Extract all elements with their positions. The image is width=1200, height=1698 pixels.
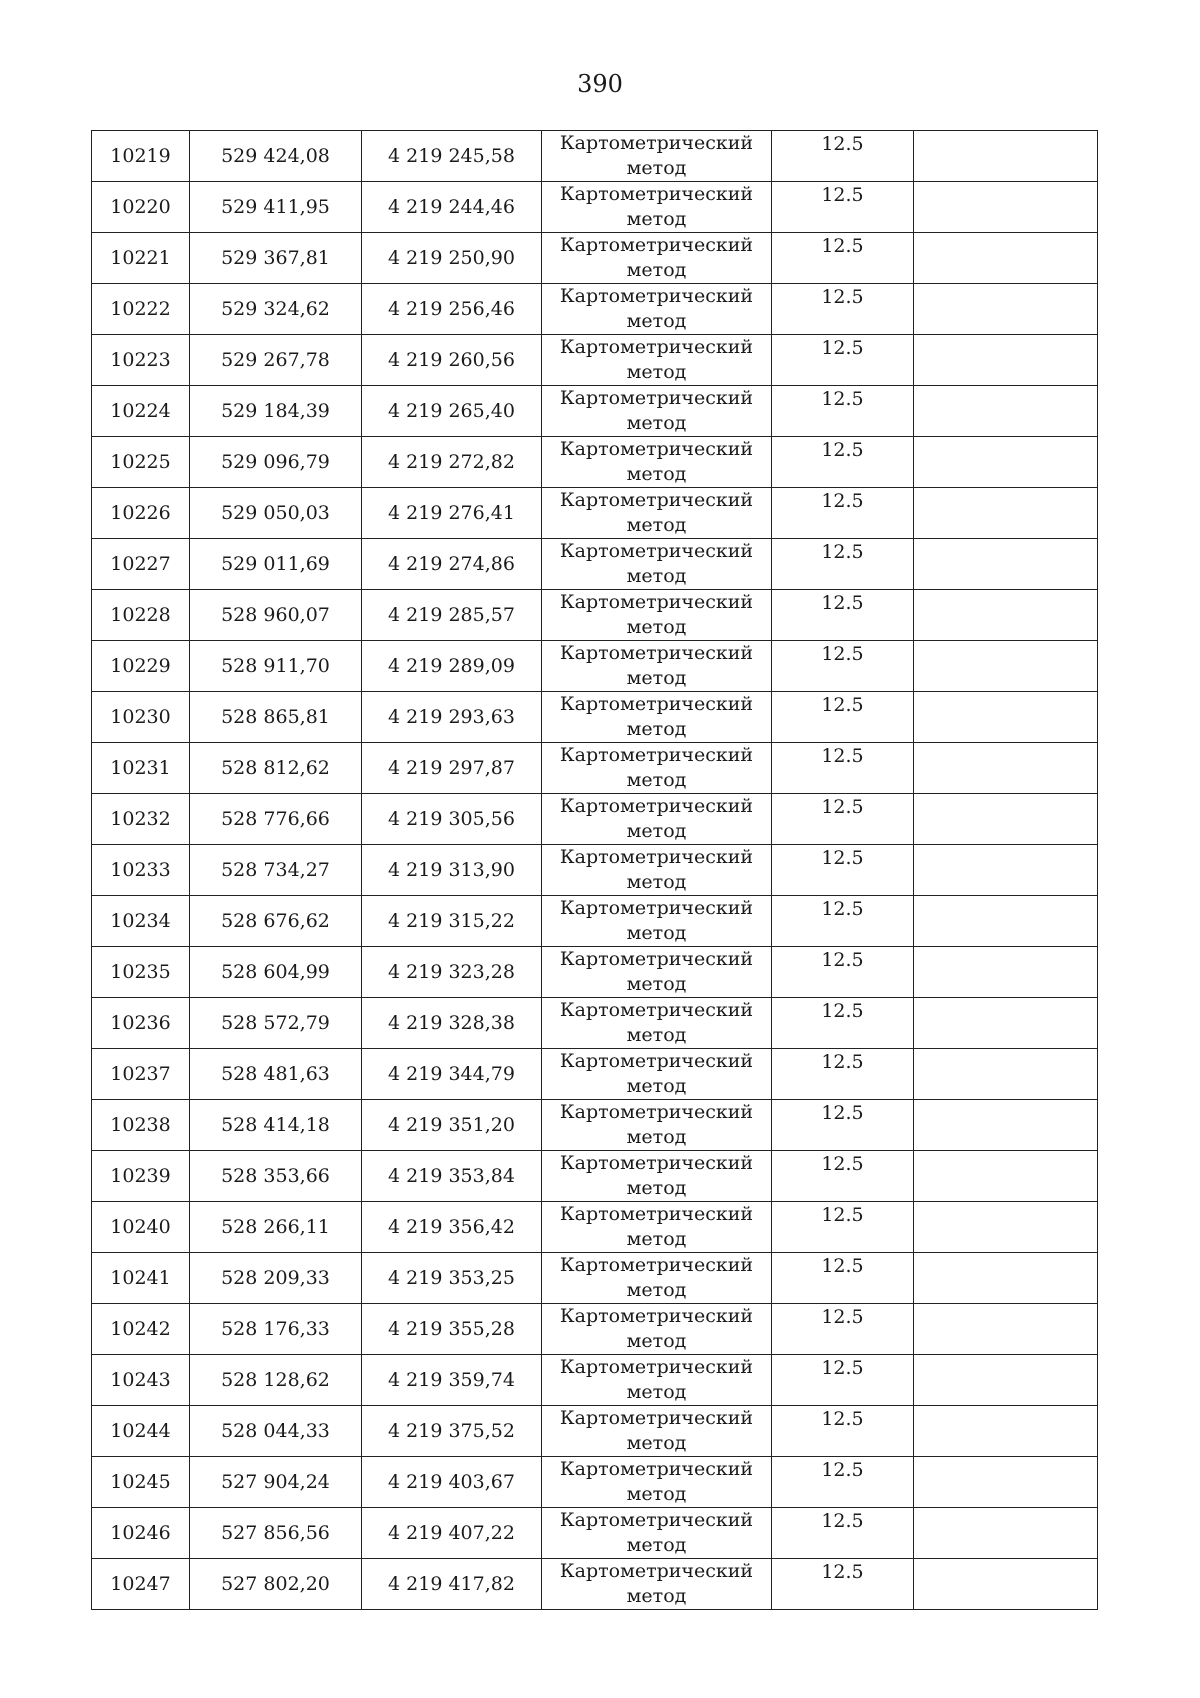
accuracy-cell: 12.5 <box>772 1508 914 1559</box>
x-coordinate-cell: 529 011,69 <box>190 539 362 590</box>
method-line-1: Картометрический <box>559 1509 754 1531</box>
point-number-cell: 10225 <box>92 437 190 488</box>
table-row <box>92 845 1098 896</box>
point-number-cell: 10223 <box>92 335 190 386</box>
x-coordinate-cell: 528 176,33 <box>190 1304 362 1355</box>
method-cell <box>542 1508 772 1559</box>
method-line-2: метод <box>626 1228 687 1250</box>
method-line-2: метод <box>626 922 687 944</box>
x-coordinate-cell: 528 865,81 <box>190 692 362 743</box>
method-line-2: метод <box>626 1024 687 1046</box>
accuracy-cell: 12.5 <box>772 1406 914 1457</box>
note-cell <box>914 998 1098 1049</box>
x-coordinate-cell: 529 184,39 <box>190 386 362 437</box>
method-line-2: метод <box>626 1432 687 1454</box>
accuracy-cell: 12.5 <box>772 1049 914 1100</box>
table-row <box>92 1559 1098 1610</box>
accuracy-cell: 12.5 <box>772 1559 914 1610</box>
accuracy-cell: 12.5 <box>772 1151 914 1202</box>
method-line-1: Картометрический <box>559 285 754 307</box>
accuracy-cell: 12.5 <box>772 335 914 386</box>
note-cell <box>914 1508 1098 1559</box>
y-coordinate-cell: 4 219 403,67 <box>362 1457 542 1508</box>
y-coordinate-cell: 4 219 250,90 <box>362 233 542 284</box>
note-cell <box>914 743 1098 794</box>
method-cell <box>542 1457 772 1508</box>
y-coordinate-cell: 4 219 260,56 <box>362 335 542 386</box>
method-line-2: метод <box>626 1534 687 1556</box>
point-number-cell: 10232 <box>92 794 190 845</box>
note-cell <box>914 1151 1098 1202</box>
note-cell <box>914 539 1098 590</box>
note-cell <box>914 641 1098 692</box>
point-number-cell: 10224 <box>92 386 190 437</box>
accuracy-cell: 12.5 <box>772 1355 914 1406</box>
method-line-2: метод <box>626 1483 687 1505</box>
point-number-cell: 10241 <box>92 1253 190 1304</box>
x-coordinate-cell: 528 812,62 <box>190 743 362 794</box>
y-coordinate-cell: 4 219 417,82 <box>362 1559 542 1610</box>
y-coordinate-cell: 4 219 375,52 <box>362 1406 542 1457</box>
point-number-cell: 10235 <box>92 947 190 998</box>
method-line-2: метод <box>626 514 687 536</box>
x-coordinate-cell: 528 481,63 <box>190 1049 362 1100</box>
method-line-1: Картометрический <box>559 948 754 970</box>
method-cell <box>542 233 772 284</box>
y-coordinate-cell: 4 219 274,86 <box>362 539 542 590</box>
method-line-1: Картометрический <box>559 795 754 817</box>
y-coordinate-cell: 4 219 245,58 <box>362 131 542 182</box>
method-cell <box>542 488 772 539</box>
accuracy-cell: 12.5 <box>772 182 914 233</box>
y-coordinate-cell: 4 219 305,56 <box>362 794 542 845</box>
table-row <box>92 1049 1098 1100</box>
note-cell <box>914 131 1098 182</box>
table-row <box>92 182 1098 233</box>
method-cell <box>542 131 772 182</box>
page-number: 390 <box>577 70 623 98</box>
table-row <box>92 641 1098 692</box>
method-line-1: Картометрический <box>559 1560 754 1582</box>
accuracy-cell: 12.5 <box>772 641 914 692</box>
accuracy-cell: 12.5 <box>772 845 914 896</box>
point-number-cell: 10242 <box>92 1304 190 1355</box>
x-coordinate-cell: 528 414,18 <box>190 1100 362 1151</box>
method-cell <box>542 386 772 437</box>
point-number-cell: 10233 <box>92 845 190 896</box>
y-coordinate-cell: 4 219 289,09 <box>362 641 542 692</box>
accuracy-cell: 12.5 <box>772 692 914 743</box>
note-cell <box>914 233 1098 284</box>
table-row <box>92 896 1098 947</box>
table-row <box>92 284 1098 335</box>
method-line-2: метод <box>626 1585 687 1607</box>
method-line-2: метод <box>626 565 687 587</box>
method-cell <box>542 284 772 335</box>
method-cell <box>542 1202 772 1253</box>
method-cell <box>542 1559 772 1610</box>
point-number-cell: 10228 <box>92 590 190 641</box>
point-number-cell: 10247 <box>92 1559 190 1610</box>
x-coordinate-cell: 529 050,03 <box>190 488 362 539</box>
table-row <box>92 1406 1098 1457</box>
note-cell <box>914 488 1098 539</box>
y-coordinate-cell: 4 219 351,20 <box>362 1100 542 1151</box>
y-coordinate-cell: 4 219 256,46 <box>362 284 542 335</box>
y-coordinate-cell: 4 219 323,28 <box>362 947 542 998</box>
note-cell <box>914 335 1098 386</box>
note-cell <box>914 845 1098 896</box>
method-line-2: метод <box>626 820 687 842</box>
x-coordinate-cell: 528 960,07 <box>190 590 362 641</box>
table-row <box>92 1100 1098 1151</box>
method-cell <box>542 794 772 845</box>
y-coordinate-cell: 4 219 356,42 <box>362 1202 542 1253</box>
method-line-2: метод <box>626 1177 687 1199</box>
method-line-2: метод <box>626 1330 687 1352</box>
note-cell <box>914 692 1098 743</box>
table-row <box>92 1508 1098 1559</box>
x-coordinate-cell: 527 904,24 <box>190 1457 362 1508</box>
method-cell <box>542 182 772 233</box>
y-coordinate-cell: 4 219 272,82 <box>362 437 542 488</box>
method-cell <box>542 1049 772 1100</box>
point-number-cell: 10236 <box>92 998 190 1049</box>
method-line-1: Картометрический <box>559 489 754 511</box>
x-coordinate-cell: 528 676,62 <box>190 896 362 947</box>
table-row <box>92 1253 1098 1304</box>
accuracy-cell: 12.5 <box>772 1253 914 1304</box>
method-line-1: Картометрический <box>559 132 754 154</box>
method-line-2: метод <box>626 1075 687 1097</box>
method-cell <box>542 1100 772 1151</box>
x-coordinate-cell: 528 209,33 <box>190 1253 362 1304</box>
x-coordinate-cell: 527 856,56 <box>190 1508 362 1559</box>
table-row <box>92 1304 1098 1355</box>
note-cell <box>914 1304 1098 1355</box>
accuracy-cell: 12.5 <box>772 743 914 794</box>
method-line-1: Картометрический <box>559 1407 754 1429</box>
table-row <box>92 1202 1098 1253</box>
method-line-1: Картометрический <box>559 336 754 358</box>
method-cell <box>542 1406 772 1457</box>
note-cell <box>914 794 1098 845</box>
y-coordinate-cell: 4 219 276,41 <box>362 488 542 539</box>
y-coordinate-cell: 4 219 315,22 <box>362 896 542 947</box>
method-cell <box>542 692 772 743</box>
table-row <box>92 590 1098 641</box>
method-line-1: Картометрический <box>559 591 754 613</box>
method-line-2: метод <box>626 412 687 434</box>
note-cell <box>914 1100 1098 1151</box>
accuracy-cell: 12.5 <box>772 437 914 488</box>
accuracy-cell: 12.5 <box>772 896 914 947</box>
point-number-cell: 10226 <box>92 488 190 539</box>
method-cell <box>542 1355 772 1406</box>
note-cell <box>914 1049 1098 1100</box>
method-cell <box>542 1253 772 1304</box>
method-cell <box>542 641 772 692</box>
point-number-cell: 10244 <box>92 1406 190 1457</box>
accuracy-cell: 12.5 <box>772 947 914 998</box>
coordinates-table <box>91 130 1098 1610</box>
method-line-1: Картометрический <box>559 1356 754 1378</box>
x-coordinate-cell: 527 802,20 <box>190 1559 362 1610</box>
point-number-cell: 10246 <box>92 1508 190 1559</box>
table-row <box>92 947 1098 998</box>
note-cell <box>914 590 1098 641</box>
method-line-1: Картометрический <box>559 1254 754 1276</box>
point-number-cell: 10219 <box>92 131 190 182</box>
table-row <box>92 794 1098 845</box>
method-line-2: метод <box>626 769 687 791</box>
method-line-1: Картометрический <box>559 1203 754 1225</box>
method-cell <box>542 335 772 386</box>
y-coordinate-cell: 4 219 297,87 <box>362 743 542 794</box>
method-cell <box>542 1304 772 1355</box>
y-coordinate-cell: 4 219 265,40 <box>362 386 542 437</box>
table-row <box>92 1151 1098 1202</box>
method-line-2: метод <box>626 667 687 689</box>
method-line-1: Картометрический <box>559 693 754 715</box>
x-coordinate-cell: 528 776,66 <box>190 794 362 845</box>
method-line-2: метод <box>626 1126 687 1148</box>
method-line-1: Картометрический <box>559 183 754 205</box>
note-cell <box>914 182 1098 233</box>
method-line-2: метод <box>626 616 687 638</box>
method-line-2: метод <box>626 208 687 230</box>
method-line-2: метод <box>626 1381 687 1403</box>
table-row <box>92 437 1098 488</box>
x-coordinate-cell: 528 604,99 <box>190 947 362 998</box>
method-line-1: Картометрический <box>559 1458 754 1480</box>
point-number-cell: 10234 <box>92 896 190 947</box>
method-line-1: Картометрический <box>559 1050 754 1072</box>
accuracy-cell: 12.5 <box>772 386 914 437</box>
method-cell <box>542 437 772 488</box>
point-number-cell: 10221 <box>92 233 190 284</box>
method-cell <box>542 590 772 641</box>
accuracy-cell: 12.5 <box>772 284 914 335</box>
table-row <box>92 1457 1098 1508</box>
method-cell <box>542 896 772 947</box>
accuracy-cell: 12.5 <box>772 1202 914 1253</box>
method-cell <box>542 1151 772 1202</box>
accuracy-cell: 12.5 <box>772 1457 914 1508</box>
table-row <box>92 743 1098 794</box>
accuracy-cell: 12.5 <box>772 998 914 1049</box>
method-cell <box>542 743 772 794</box>
point-number-cell: 10245 <box>92 1457 190 1508</box>
method-line-2: метод <box>626 871 687 893</box>
note-cell <box>914 284 1098 335</box>
note-cell <box>914 437 1098 488</box>
accuracy-cell: 12.5 <box>772 539 914 590</box>
point-number-cell: 10243 <box>92 1355 190 1406</box>
accuracy-cell: 12.5 <box>772 590 914 641</box>
method-line-2: метод <box>626 718 687 740</box>
method-line-1: Картометрический <box>559 642 754 664</box>
x-coordinate-cell: 529 367,81 <box>190 233 362 284</box>
method-line-1: Картометрический <box>559 438 754 460</box>
y-coordinate-cell: 4 219 293,63 <box>362 692 542 743</box>
note-cell <box>914 1406 1098 1457</box>
y-coordinate-cell: 4 219 328,38 <box>362 998 542 1049</box>
point-number-cell: 10239 <box>92 1151 190 1202</box>
method-line-1: Картометрический <box>559 846 754 868</box>
method-line-2: метод <box>626 463 687 485</box>
x-coordinate-cell: 529 411,95 <box>190 182 362 233</box>
note-cell <box>914 1355 1098 1406</box>
y-coordinate-cell: 4 219 407,22 <box>362 1508 542 1559</box>
point-number-cell: 10229 <box>92 641 190 692</box>
point-number-cell: 10230 <box>92 692 190 743</box>
point-number-cell: 10238 <box>92 1100 190 1151</box>
point-number-cell: 10222 <box>92 284 190 335</box>
table-row <box>92 998 1098 1049</box>
note-cell <box>914 1457 1098 1508</box>
y-coordinate-cell: 4 219 359,74 <box>362 1355 542 1406</box>
accuracy-cell: 12.5 <box>772 488 914 539</box>
method-line-2: метод <box>626 1279 687 1301</box>
method-line-2: метод <box>626 361 687 383</box>
note-cell <box>914 1559 1098 1610</box>
method-line-2: метод <box>626 310 687 332</box>
x-coordinate-cell: 528 572,79 <box>190 998 362 1049</box>
x-coordinate-cell: 528 734,27 <box>190 845 362 896</box>
x-coordinate-cell: 529 096,79 <box>190 437 362 488</box>
y-coordinate-cell: 4 219 353,84 <box>362 1151 542 1202</box>
method-line-2: метод <box>626 259 687 281</box>
y-coordinate-cell: 4 219 313,90 <box>362 845 542 896</box>
note-cell <box>914 947 1098 998</box>
x-coordinate-cell: 528 128,62 <box>190 1355 362 1406</box>
point-number-cell: 10220 <box>92 182 190 233</box>
method-line-1: Картометрический <box>559 387 754 409</box>
y-coordinate-cell: 4 219 355,28 <box>362 1304 542 1355</box>
method-line-1: Картометрический <box>559 744 754 766</box>
method-line-1: Картометрический <box>559 1305 754 1327</box>
x-coordinate-cell: 528 044,33 <box>190 1406 362 1457</box>
method-line-2: метод <box>626 973 687 995</box>
coordinates-table-body <box>92 131 1098 1610</box>
x-coordinate-cell: 528 353,66 <box>190 1151 362 1202</box>
method-cell <box>542 947 772 998</box>
accuracy-cell: 12.5 <box>772 1304 914 1355</box>
y-coordinate-cell: 4 219 353,25 <box>362 1253 542 1304</box>
accuracy-cell: 12.5 <box>772 131 914 182</box>
method-cell <box>542 845 772 896</box>
table-row <box>92 1355 1098 1406</box>
accuracy-cell: 12.5 <box>772 233 914 284</box>
table-row <box>92 233 1098 284</box>
note-cell <box>914 896 1098 947</box>
table-row <box>92 692 1098 743</box>
table-row <box>92 539 1098 590</box>
point-number-cell: 10227 <box>92 539 190 590</box>
x-coordinate-cell: 529 267,78 <box>190 335 362 386</box>
method-line-2: метод <box>626 157 687 179</box>
note-cell <box>914 1202 1098 1253</box>
accuracy-cell: 12.5 <box>772 794 914 845</box>
x-coordinate-cell: 528 911,70 <box>190 641 362 692</box>
y-coordinate-cell: 4 219 344,79 <box>362 1049 542 1100</box>
y-coordinate-cell: 4 219 285,57 <box>362 590 542 641</box>
method-line-1: Картометрический <box>559 234 754 256</box>
point-number-cell: 10237 <box>92 1049 190 1100</box>
method-line-1: Картометрический <box>559 540 754 562</box>
note-cell <box>914 1253 1098 1304</box>
method-cell <box>542 998 772 1049</box>
table-row <box>92 386 1098 437</box>
method-line-1: Картометрический <box>559 999 754 1021</box>
note-cell <box>914 386 1098 437</box>
method-line-1: Картометрический <box>559 1101 754 1123</box>
x-coordinate-cell: 528 266,11 <box>190 1202 362 1253</box>
table-row <box>92 488 1098 539</box>
y-coordinate-cell: 4 219 244,46 <box>362 182 542 233</box>
method-cell <box>542 539 772 590</box>
accuracy-cell: 12.5 <box>772 1100 914 1151</box>
point-number-cell: 10240 <box>92 1202 190 1253</box>
x-coordinate-cell: 529 324,62 <box>190 284 362 335</box>
point-number-cell: 10231 <box>92 743 190 794</box>
method-line-1: Картометрический <box>559 897 754 919</box>
table-row <box>92 335 1098 386</box>
table-row <box>92 131 1098 182</box>
method-line-1: Картометрический <box>559 1152 754 1174</box>
x-coordinate-cell: 529 424,08 <box>190 131 362 182</box>
